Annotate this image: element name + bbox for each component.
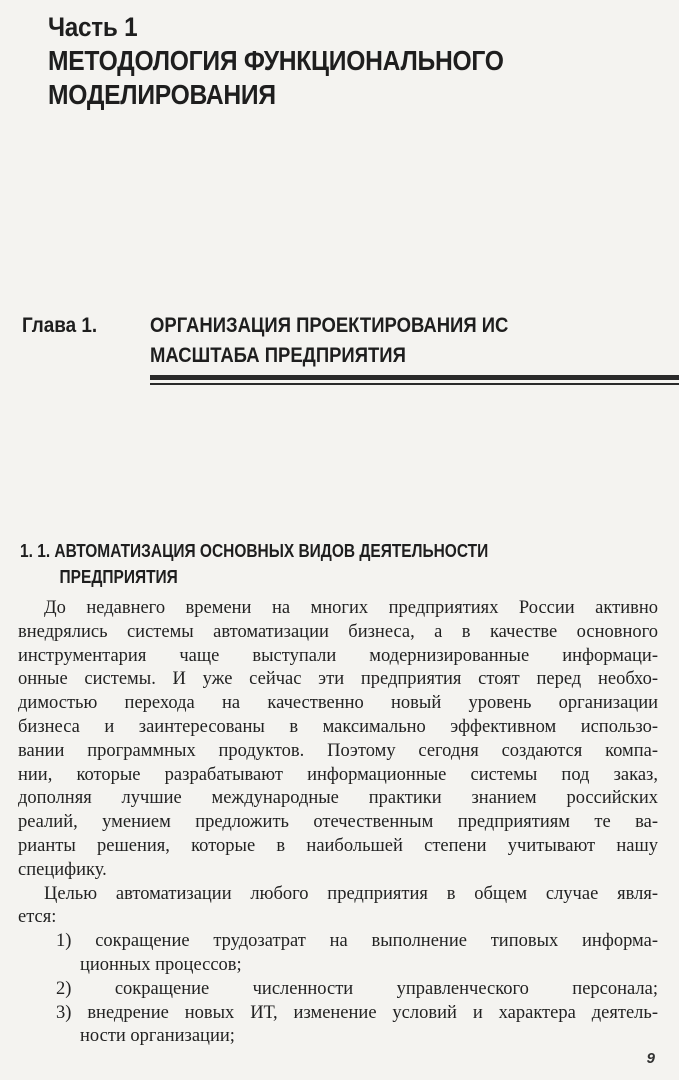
paragraph-line: внедрялись системы автоматизации бизнеса, а в качестве основного	[18, 621, 658, 642]
paragraph-line: До недавнего времени на многих предприятиях России активно	[44, 598, 658, 618]
chapter-rule-thick	[150, 375, 679, 380]
part-title-line-2: МОДЕЛИРОВАНИЯ	[48, 79, 276, 110]
paragraph-line: бизнеса и заинтересованы в максимально эффективном использо-	[18, 716, 658, 737]
paragraph-line: димостью перехода на качественно новый уровень организации	[18, 693, 658, 714]
section-title-line-2: ПРЕДПРИЯТИЯ	[59, 567, 178, 587]
paragraph-1	[18, 597, 658, 883]
chapter-label: Глава 1.	[22, 314, 98, 337]
chapter-title-line-2: МАСШТАБА ПРЕДПРИЯТИЯ	[150, 344, 406, 367]
section-title-line-1: 1. 1. АВТОМАТИЗАЦИЯ ОСНОВНЫХ ВИДОВ ДЕЯТЕЛЬНОСТИ	[20, 541, 489, 561]
paragraph-line: онные системы. И уже сейчас эти предприятия стоят перед необхо-	[18, 669, 658, 690]
list-item-continuation: ности организации;	[80, 1026, 235, 1047]
list-item: 2) сокращение численности управленческого персонала;	[56, 978, 658, 999]
list-item-continuation: ционных процессов;	[80, 954, 242, 975]
goal-list	[18, 930, 658, 1049]
chapter-title-line-1: ОРГАНИЗАЦИЯ ПРОЕКТИРОВАНИЯ ИС	[150, 314, 509, 337]
body-text	[18, 597, 658, 1049]
part-heading	[48, 10, 648, 112]
chapter-rule	[150, 375, 679, 386]
paragraph-line: Целью автоматизации любого предприятия в общем случае явля-	[44, 883, 658, 904]
paragraph-line: специфику.	[18, 859, 107, 880]
paragraph-line: ется:	[18, 907, 57, 928]
paragraph-line: вании программных продуктов. Поэтому сегодня создаются компа-	[18, 740, 658, 761]
paragraph-line: реалий, умением предложить отечественным предприятиям те ва-	[18, 812, 658, 833]
list-item: 3) внедрение новых ИТ, изменение условий и характера деятель-	[56, 1002, 658, 1023]
chapter-title	[150, 311, 650, 371]
paragraph-line: инструментария чаще выступали модернизированные информаци-	[18, 645, 658, 666]
paragraph-line: дополняя лучшие международные практики знанием российских	[18, 788, 658, 809]
paragraph-line: нии, которые разрабатывают информационные системы под заказ,	[18, 764, 658, 785]
list-item: 1) сокращение трудозатрат на выполнение типовых информа-	[56, 931, 658, 952]
part-title-line-1: МЕТОДОЛОГИЯ ФУНКЦИОНАЛЬНОГО	[48, 45, 504, 76]
paragraph-line: рианты решения, которые в наибольшей степени учитывают нашу	[18, 835, 658, 856]
part-label: Часть 1	[48, 12, 138, 42]
section-heading	[20, 538, 660, 590]
paragraph-2	[18, 883, 658, 931]
chapter-rule-thin	[150, 383, 679, 385]
page-number: 9	[646, 1050, 655, 1067]
